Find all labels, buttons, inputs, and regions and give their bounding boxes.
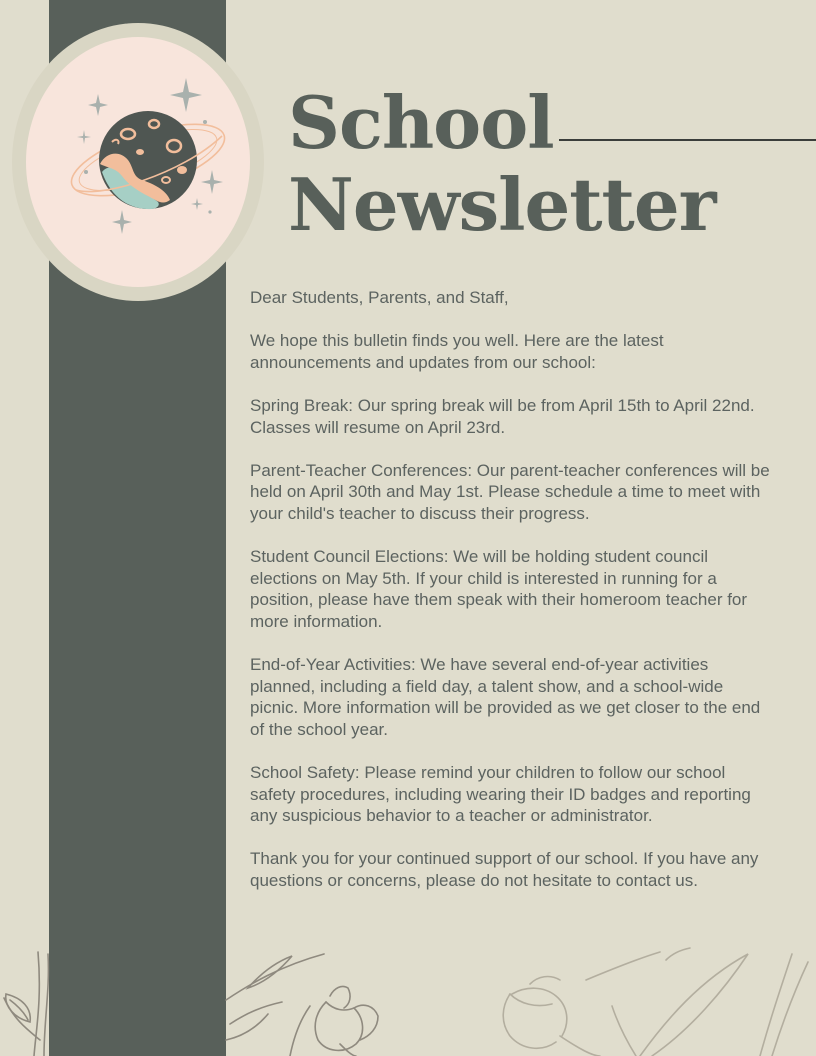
- spring-break-paragraph: Spring Break: Our spring break will be from April 15th to April 22nd. Classes will resume on April 23rd.: [250, 395, 755, 437]
- floral-left: [4, 952, 48, 1056]
- intro-paragraph: We hope this bulletin finds you well. Here are the latest announcements and updates from our school:: [250, 331, 664, 372]
- safety-paragraph: School Safety: Please remind your children to follow our school safety procedures, including wearing their ID badges and reporting any suspicious behavior to a teacher or administrator.: [250, 763, 751, 826]
- title-line-school: School: [288, 80, 554, 165]
- floral-right: [503, 948, 808, 1056]
- closing-paragraph: Thank you for your continued support of our school. If you have any questions or concerns, please do not hesitate to contact us.: [250, 849, 759, 891]
- activities-paragraph: End-of-Year Activities: We have several end-of-year activities planned, including a field day, a talent show, and a school-wide picnic. More information will be provided as we get closer to the end of the school year.: [250, 655, 761, 739]
- flower-icon: [0, 940, 816, 1056]
- elections-paragraph: Student Council Elections: We will be holding student council elections on May 5th. If your child is interested in running for a position, please have them speak with their homeroom teacher for more information.: [250, 547, 748, 631]
- planet-icon: [62, 72, 232, 242]
- title-rule: [559, 139, 816, 141]
- floral-center: [226, 954, 378, 1056]
- greeting: Dear Students, Parents, and Staff,: [250, 288, 509, 307]
- page-title: [288, 82, 716, 246]
- newsletter-body: [250, 287, 770, 913]
- conferences-paragraph: Parent-Teacher Conferences: Our parent-teacher conferences will be held on April 30th and May 1st. Please schedule a time to meet with your child's teacher to discuss their progress.: [250, 460, 770, 523]
- title-line-newsletter: Newsletter: [288, 162, 716, 247]
